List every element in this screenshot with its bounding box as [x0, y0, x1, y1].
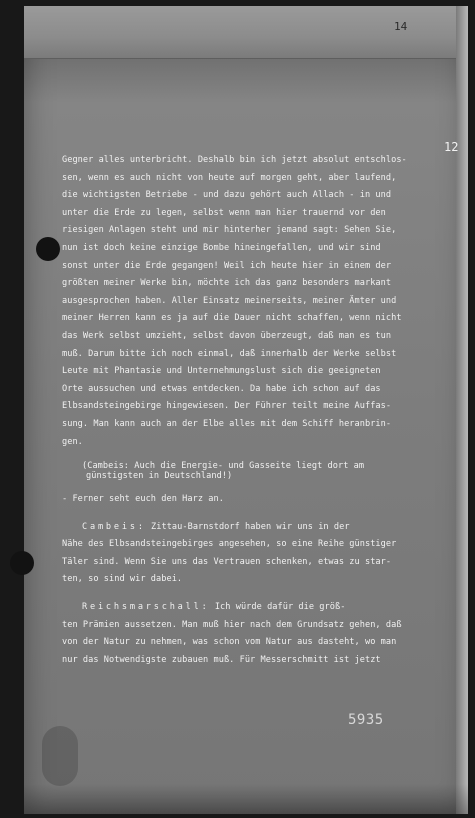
- text-line: Zittau-Barnstdorf haben wir uns in der: [151, 521, 350, 532]
- paper-edge: [456, 6, 468, 814]
- harz-line: - Ferner seht euch den Harz an.: [62, 494, 224, 505]
- text-line: sen, wenn es auch nicht von heute auf morgen geht, aber laufend,: [62, 172, 397, 183]
- text-line: ten, so sind wir dabei.: [62, 574, 183, 585]
- text-line: das Werk selbst umzieht, selbst davon überzeugt, daß man es tun: [62, 330, 392, 341]
- text-line: nun ist doch keine einzige Bombe hineingefallen, und wir sind: [62, 242, 381, 253]
- text-line: die wichtigsten Betriebe - und dazu gehört auch Allach - in und: [62, 190, 392, 201]
- text-line: von der Natur zu nehmen, was schon vom Natur aus dasteht, wo man: [62, 637, 397, 648]
- text-line: Leute mit Phantasie und Unternehmungslust sich die geeigneten: [62, 366, 381, 377]
- text-line: sung. Man kann auch an der Elbe alles mit dem Schiff heranbrin-: [62, 418, 392, 429]
- text-line: unter die Erde zu legen, selbst wenn man hier trauernd vor den: [62, 207, 386, 218]
- document-body: [62, 152, 444, 669]
- text-line: sonst unter die Erde gegangen! Weil ich heute hier in einem der: [62, 260, 392, 271]
- reichsmarschall-statement: [62, 599, 444, 669]
- text-line: ausgesprochen haben. Aller Einsatz meinerseits, meiner Ämter und: [62, 295, 397, 306]
- text-line: ten Prämien aussetzen. Man muß hier nach dem Grundsatz gehen, daß: [62, 619, 402, 630]
- interjection: [62, 461, 444, 481]
- paragraph: [62, 152, 444, 451]
- text-line: Täler sind. Wenn Sie uns das Vertrauen schenken, etwas zu star-: [62, 556, 392, 567]
- punch-hole: [36, 237, 60, 261]
- text-line: größten meiner Werke bin, möchte ich das ganz besonders markant: [62, 278, 392, 289]
- text-line: Elbsandsteingebirge hingewiesen. Der Führer teilt meine Auffas-: [62, 401, 392, 412]
- text-line: günstigsten in Deutschland!): [86, 471, 233, 482]
- archive-stamp-number: 5935: [348, 712, 384, 728]
- text-line: nur das Notwendigste zubauen muß. Für Messerschmitt ist jetzt: [62, 654, 381, 665]
- page-number: 12: [444, 140, 459, 154]
- paper-stain: [42, 726, 78, 786]
- text-line: muß. Darum bitte ich noch einmal, daß innerhalb der Werke selbst: [62, 348, 397, 359]
- speaker-reichsmarschall: Reichsmarschall:: [82, 602, 210, 613]
- cambeis-statement: [62, 519, 444, 589]
- text-line: (Cambeis: Auch die Energie- und Gasseite liegt dort am: [82, 461, 365, 472]
- archive-mark: 14: [394, 20, 408, 33]
- text-line: Orte aussuchen und etwas entdecken. Da habe ich schon auf das: [62, 383, 381, 394]
- text-line: riesigen Anlagen steht und mir hinterher jemand sagt: Sehen Sie,: [62, 225, 397, 236]
- text-line: Ich würde dafür die größ-: [214, 602, 346, 613]
- text-line: Gegner alles unterbricht. Deshalb bin ich jetzt absolut entschlos-: [62, 155, 407, 165]
- text-line: gen.: [62, 436, 83, 447]
- text-line: Nähe des Elbsandsteingebirges angesehen, so eine Reihe günstiger: [62, 539, 397, 550]
- text-line: meiner Herren kann es ja auf die Dauer nicht schaffen, wenn nicht: [62, 313, 402, 324]
- punch-hole: [10, 551, 34, 575]
- speaker-cambeis: Cambeis:: [82, 521, 146, 532]
- shadow: [24, 784, 468, 814]
